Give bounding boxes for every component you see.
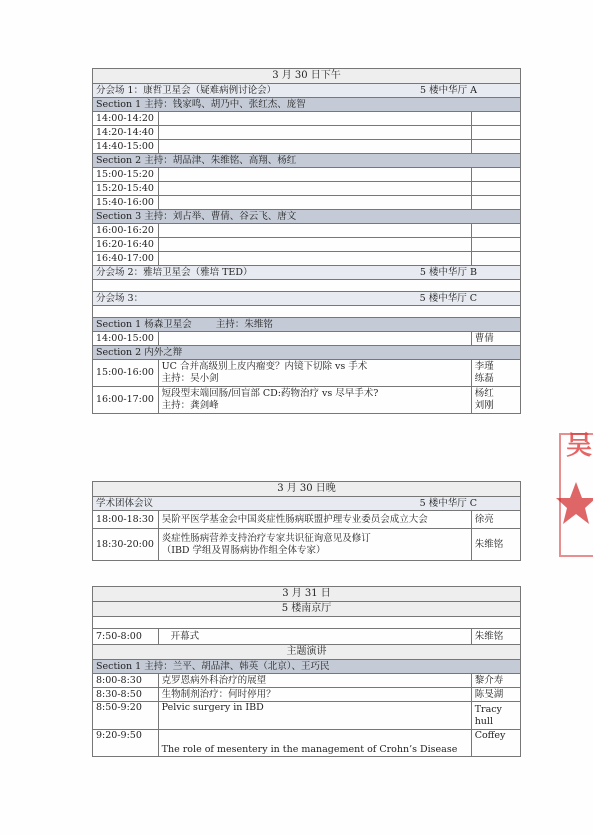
afternoon-title: 3 月 30 日下午: [93, 69, 521, 84]
speaker: 曹倩: [471, 332, 520, 346]
v3-section1-label: Section 1 杨森卫星会: [96, 318, 192, 330]
speaker: 杨红: [474, 388, 494, 399]
evening-venue-header: [93, 497, 521, 511]
venue3-room: 5 楼中华厅 C: [419, 292, 477, 304]
time-slot: 8:50-9:20: [93, 702, 159, 730]
section-header: Section 1 主持：兰平、胡品津、韩英（北京）、王巧民: [93, 660, 521, 674]
section-header: Section 1 主持：钱家鸣、胡乃中、张红杰、庞智: [93, 98, 521, 112]
section-header: [93, 318, 521, 332]
speaker: 刘刚: [474, 400, 494, 411]
time-slot: 16:40-17:00: [93, 252, 159, 266]
topic-text: 炎症性肠病营养支持治疗专家共识征询意见及修订: [161, 532, 371, 544]
venue2-room: 5 楼中华厅 B: [419, 266, 477, 278]
time-slot: 14:20-14:40: [93, 126, 159, 140]
time-slot: 15:20-15:40: [93, 182, 159, 196]
venue1-header: [93, 84, 521, 98]
time-slot: 15:40-16:00: [93, 196, 159, 210]
host-text: 主持：吴小剑: [161, 373, 219, 384]
time-slot: 16:00-16:20: [93, 224, 159, 238]
speaker: 陈旻湖: [471, 688, 520, 702]
debate-topic: [158, 387, 471, 414]
day2-title: 3 月 31 日: [93, 587, 521, 602]
time-slot: 8:30-8:50: [93, 688, 159, 702]
speaker: 徐亮: [471, 511, 520, 529]
topic-text: 吴阶平医学基金会中国炎症性肠病联盟护理专业委员会成立大会: [158, 511, 471, 529]
speaker: hull: [474, 715, 494, 727]
time-slot: 18:30-20:00: [93, 529, 159, 561]
keynote-header: 主题演讲: [93, 645, 521, 660]
evening-title: 3 月 30 日晚: [93, 482, 521, 497]
topic-subtext: （IBD 学组及胃肠病协作组全体专家）: [161, 544, 326, 556]
time-slot: 14:00-14:20: [93, 112, 159, 126]
time-slot: 15:00-16:00: [93, 360, 159, 387]
seal-stamp-text: 吴: [566, 431, 591, 461]
time-slot: 9:20-9:50: [93, 730, 159, 757]
speakers: [471, 360, 520, 387]
speaker: 朱维铭: [471, 529, 520, 561]
time-slot: 14:00-15:00: [93, 332, 159, 346]
section-header: Section 3 主持：刘占举、曹倩、谷云飞、唐文: [93, 210, 521, 224]
topic-text: UC 合并高级别上皮内瘤变？内镜下切除 vs 手术: [161, 361, 368, 372]
speaker: 朱维铭: [471, 629, 520, 645]
topic-text: 克罗恩病外科治疗的展望: [158, 674, 471, 688]
venue3-header: [93, 292, 521, 306]
topic-text: 短段型末端回肠/回盲部 CD:药物治疗 vs 尽早手术?: [161, 388, 379, 399]
topic-text: 开幕式: [158, 629, 471, 645]
time-slot: 16:20-16:40: [93, 238, 159, 252]
venue2-name: 分会场 2：雅培卫星会（雅培 TED）: [96, 266, 253, 278]
time-slot: 16:00-17:00: [93, 387, 159, 414]
time-slot: 18:00-18:30: [93, 511, 159, 529]
time-slot: 15:00-15:20: [93, 168, 159, 182]
evening-schedule-table: [92, 481, 521, 561]
section-header: Section 2 主持：胡品津、朱维铭、高翔、杨红: [93, 154, 521, 168]
venue2-header: [93, 266, 521, 280]
speaker: Coffey: [471, 730, 520, 757]
venue1-room: 5 楼中华厅 A: [420, 84, 477, 96]
topic-cell: [158, 529, 471, 561]
afternoon-schedule-table: [92, 68, 521, 414]
topic-text: Pelvic surgery in IBD: [158, 702, 471, 730]
day2-room: 5 楼南京厅: [93, 602, 521, 617]
speaker: 李瑾: [474, 361, 494, 372]
v3-section1-host: 主持：朱维铭: [215, 318, 273, 330]
venue1-name: 分会场 1：康哲卫星会（疑难病例讨论会）: [96, 84, 277, 96]
evening-venue-name: 学术团体会议: [96, 497, 154, 509]
speaker: Tracy: [474, 703, 502, 715]
time-slot: 8:00-8:30: [93, 674, 159, 688]
time-slot: 14:40-15:00: [93, 140, 159, 154]
venue3-name: 分会场 3：: [96, 292, 144, 304]
host-text: 主持：龚剑峰: [161, 400, 219, 411]
debate-topic: [158, 360, 471, 387]
speakers: [471, 702, 520, 730]
time-slot: 7:50-8:00: [93, 629, 159, 645]
speakers: [471, 387, 520, 414]
section-header: Section 2 内外之辩: [93, 346, 521, 360]
day2-schedule-table: [92, 586, 521, 757]
topic-text: 生物制剂治疗：何时停用？: [158, 688, 471, 702]
topic-text: The role of mesentery in the management of Crohn’s Disease: [158, 730, 471, 757]
speaker: 练磊: [474, 373, 494, 384]
evening-venue-room: 5 楼中华厅 C: [419, 497, 477, 509]
speaker: 黎介寿: [471, 674, 520, 688]
